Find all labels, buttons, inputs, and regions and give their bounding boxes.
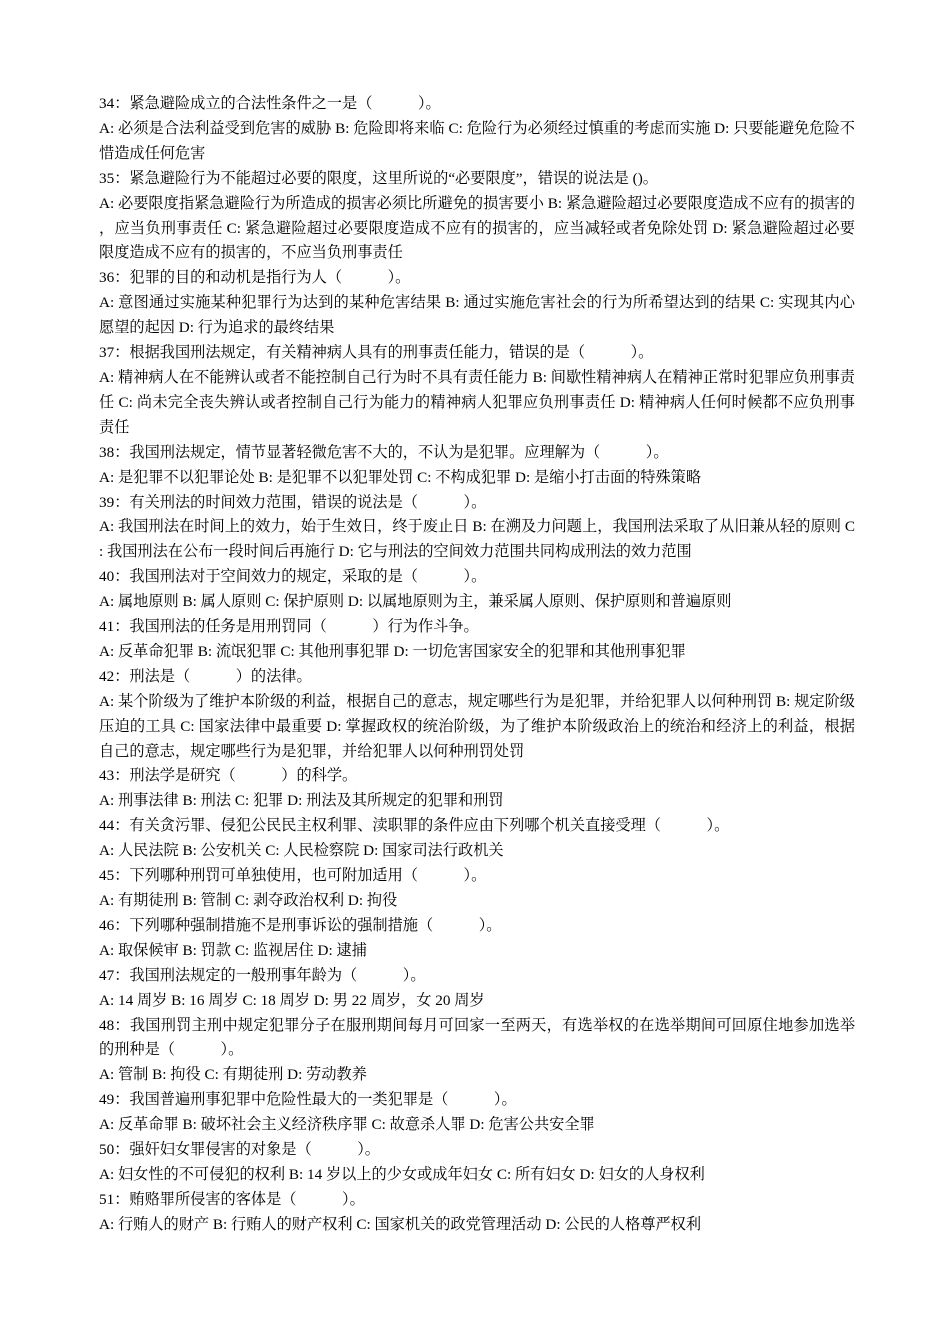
question-text: 51：贿赂罪所侵害的客体是（ ）。 xyxy=(99,1190,365,1208)
question-item xyxy=(99,665,855,765)
question-text: 37：根据我国刑法规定，有关精神病人具有的刑事责任能力，错误的是（ ）。 xyxy=(99,344,654,362)
question-text: 48：我国刑罚主刑中规定犯罪分子在服刑期间每月可回家一至两天，有选举权的在选举期间可回原住地参加选举的刑种是（ ）。 xyxy=(99,1016,855,1059)
question-item xyxy=(99,615,855,665)
question-options: A: 我国刑法在时间上的效力，始于生效日，终于废止日 B: 在溯及力问题上，我国刑法采取了从旧兼从轻的原则 C: 我国刑法在公布一段时间后再施行 D: 它与刑法的空间效力范围共同构成刑法的效力范围 xyxy=(99,518,855,561)
question-item xyxy=(99,266,855,341)
question-item xyxy=(99,764,855,814)
question-text: 38：我国刑法规定，情节显著轻微危害不大的，不认为是犯罪。应理解为（ ）。 xyxy=(99,443,669,461)
question-text: 46：下列哪种强制措施不是刑事诉讼的强制措施（ ）。 xyxy=(99,916,502,934)
question-text: 44：有关贪污罪、侵犯公民民主权利罪、渎职罪的条件应由下列哪个机关直接受理（ ）。 xyxy=(99,817,730,835)
question-item xyxy=(99,964,855,1014)
question-options: A: 是犯罪不以犯罪论处 B: 是犯罪不以犯罪处罚 C: 不构成犯罪 D: 是缩小打击面的特殊策略 xyxy=(99,468,702,486)
question-item xyxy=(99,914,855,964)
question-options: A: 精神病人在不能辨认或者不能控制自己行为时不具有责任能力 B: 间歇性精神病人在精神正常时犯罪应负刑事责任 C: 尚未完全丧失辨认或者控制自己行为能力的精神病人犯罪应负刑事责任 D: 精神病人任何时候都不应负刑事责任 xyxy=(99,368,855,436)
question-text: 40：我国刑法对于空间效力的规定，采取的是（ ）。 xyxy=(99,568,487,586)
document-page xyxy=(99,92,855,1238)
question-text: 47：我国刑法规定的一般刑事年龄为（ ）。 xyxy=(99,966,426,984)
question-item xyxy=(99,565,855,615)
question-options: A: 管制 B: 拘役 C: 有期徒刑 D: 劳动教养 xyxy=(99,1066,367,1084)
question-text: 36：犯罪的目的和动机是指行为人（ ）。 xyxy=(99,269,411,287)
question-text: 43：刑法学是研究（ ）的科学。 xyxy=(99,767,358,785)
question-options: A: 人民法院 B: 公安机关 C: 人民检察院 D: 国家司法行政机关 xyxy=(99,842,504,860)
question-text: 39：有关刑法的时间效力范围，错误的说法是（ ）。 xyxy=(99,493,487,511)
question-item xyxy=(99,1188,855,1238)
question-options: A: 意图通过实施某种犯罪行为达到的某种危害结果 B: 通过实施危害社会的行为所希望达到的结果 C: 实现其内心愿望的起因 D: 行为追求的最终结果 xyxy=(99,294,855,337)
question-text: 41：我国刑法的任务是用刑罚同（ ）行为作斗争。 xyxy=(99,618,479,636)
question-item xyxy=(99,1088,855,1138)
question-text: 49：我国普遍刑事犯罪中危险性最大的一类犯罪是（ ）。 xyxy=(99,1091,517,1109)
question-options: A: 行贿人的财产 B: 行贿人的财产权利 C: 国家机关的政党管理活动 D: 公民的人格尊严权利 xyxy=(99,1215,702,1233)
question-text: 45：下列哪种刑罚可单独使用，也可附加适用（ ）。 xyxy=(99,867,487,885)
question-options: A: 妇女性的不可侵犯的权利 B: 14 岁以上的少女或成年妇女 C: 所有妇女 D: 妇女的人身权利 xyxy=(99,1165,705,1183)
question-text: 34：紧急避险成立的合法性条件之一是（ ）。 xyxy=(99,95,441,112)
question-text: 50：强奸妇女罪侵害的对象是（ ）。 xyxy=(99,1141,380,1159)
question-options: A: 反革命犯罪 B: 流氓犯罪 C: 其他刑事犯罪 D: 一切危害国家安全的犯罪和其他刑事犯罪 xyxy=(99,642,686,660)
question-item xyxy=(99,1014,855,1089)
question-item xyxy=(99,814,855,864)
question-options: A: 刑事法律 B: 刑法 C: 犯罪 D: 刑法及其所规定的犯罪和刑罚 xyxy=(99,792,504,810)
question-options: A: 属地原则 B: 属人原则 C: 保护原则 D: 以属地原则为主，兼采属人原则、保护原则和普遍原则 xyxy=(99,593,732,611)
question-options: A: 必要限度指紧急避险行为所造成的损害必须比所避免的损害要小 B: 紧急避险超过必要限度造成不应有的损害的，应当负刑事责任 C: 紧急避险超过必要限度造成不应有的损害的，应当减轻或者免除处罚 D: 紧急避险超过必要限度造成不应有的损害的，不应当负刑事责任 xyxy=(99,194,855,262)
question-item xyxy=(99,491,855,566)
question-options: A: 必须是合法利益受到危害的威胁 B: 危险即将来临 C: 危险行为必须经过慎重的考虑而实施 D: 只要能避免危险不惜造成任何危害 xyxy=(99,119,855,162)
question-options: A: 取保候审 B: 罚款 C: 监视居住 D: 逮捕 xyxy=(99,941,367,959)
question-options: A: 某个阶级为了维护本阶级的利益，根据自己的意志，规定哪些行为是犯罪，并给犯罪人以何种刑罚 B: 规定阶级压迫的工具 C: 国家法律中最重要 D: 掌握政权的统治阶级，为了维护本阶级政治上的统治和经济上的利益，根据自己的意志，规定哪些行为是犯罪，并给犯罪人以何种刑罚处罚 xyxy=(99,692,855,760)
question-text: 42：刑法是（ ）的法律。 xyxy=(99,667,312,685)
question-options: A: 有期徒刑 B: 管制 C: 剥夺政治权利 D: 拘役 xyxy=(99,892,398,909)
question-item xyxy=(99,864,855,914)
question-text: 35：紧急避险行为不能超过必要的限度，这里所说的“必要限度”，错误的说法是 ()。 xyxy=(99,169,658,187)
question-options: A: 14 周岁 B: 16 周岁 C: 18 周岁 D: 男 22 周岁，女 20 周岁 xyxy=(99,991,485,1009)
question-item xyxy=(99,441,855,491)
question-item xyxy=(99,92,855,167)
question-item xyxy=(99,167,855,267)
question-options: A: 反革命罪 B: 破坏社会主义经济秩序罪 C: 故意杀人罪 D: 危害公共安全罪 xyxy=(99,1116,595,1134)
question-item xyxy=(99,341,855,441)
question-item xyxy=(99,1138,855,1188)
